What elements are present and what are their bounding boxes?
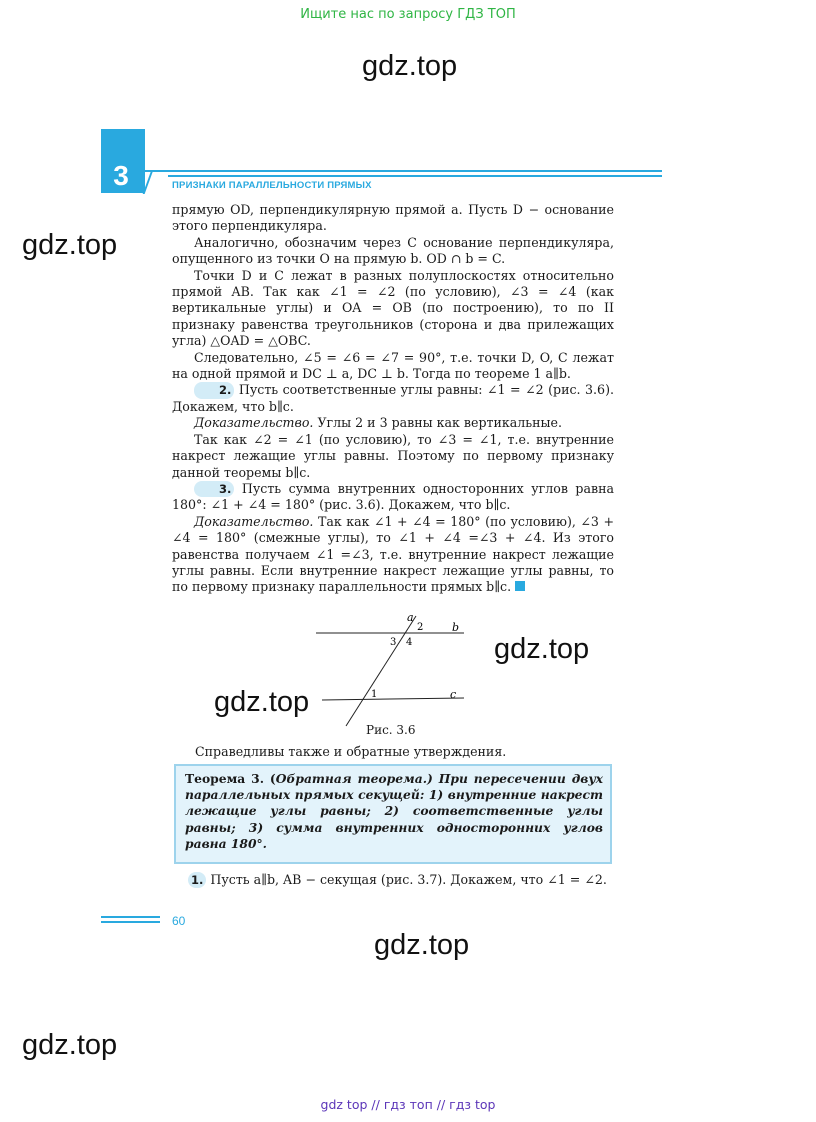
watermark: gdz.top xyxy=(362,50,458,82)
theorem-name: Обратная теорема. xyxy=(275,771,427,786)
figure-3-6 xyxy=(316,612,466,730)
theorem-text xyxy=(185,771,603,852)
watermark: gdz.top xyxy=(22,1029,118,1061)
header-rule xyxy=(168,175,662,177)
paragraph xyxy=(172,872,614,888)
item-text: Пусть a∥b, AB − секущая (рис. 3.7). Докажем, что ∠1 = ∠2. xyxy=(210,872,607,887)
footer-link[interactable]: гдз top xyxy=(449,1097,496,1112)
main-text xyxy=(172,202,614,596)
footer-link[interactable]: gdz top xyxy=(320,1097,368,1112)
paragraph xyxy=(172,514,614,596)
section-title: ПРИЗНАКИ ПАРАЛЛЕЛЬНОСТИ ПРЯМЫХ xyxy=(172,180,372,191)
proof-text: Так как ∠1 + ∠4 = 180° (по условию), ∠3 + ∠4 = 180° (смежные углы), то ∠1 + ∠4 =∠3 + ∠4. Из этого равенства получаем ∠1 =∠3, т.е. внутренние накрест лежащие углы равны. Если внутренние накрест лежащие углы равны, то по первому признаку параллельности прямых b∥c. xyxy=(172,513,614,595)
paragraph: Точки D и C лежат в разных полуплоскостях относительно прямой AB. Так как ∠1 = ∠2 (по условию), ∠3 = ∠4 (как вертикальные углы) и OA = OB (по построению), то по II признаку равенства треугольников (сторона и два прилежащих угла) △OAD = △OBC. xyxy=(172,267,614,349)
paragraph xyxy=(172,481,614,514)
label-a: a xyxy=(407,612,414,624)
proof-text: Углы 2 и 3 равны как вертикальные. xyxy=(317,415,563,431)
footer-link[interactable]: гдз топ xyxy=(383,1097,433,1112)
watermark: gdz.top xyxy=(214,686,310,718)
paragraph: Справедливы также и обратные утверждения. xyxy=(195,744,507,759)
item-number: 3. xyxy=(194,481,234,497)
theorem-statement: ) При пересечении двух параллельных прямых секущей: 1) внутренние накрест лежащие углы равны; 2) соответственные углы равны; 3) сумма внутренних односторонних углов равна 180°. xyxy=(185,771,604,851)
end-of-proof-icon xyxy=(515,581,525,591)
angle-label-1: 1 xyxy=(371,689,378,700)
item-number: 1. xyxy=(188,872,206,888)
paragraph: Следовательно, ∠5 = ∠6 = ∠7 = 90°, т.е. точки D, O, C лежат на одной прямой и DC ⊥ a, DC ⊥ b. Тогда по теореме 1 a∥b. xyxy=(172,349,614,382)
item-text: Пусть сумма внутренних односторонних углов равна 180°: ∠1 + ∠4 = 180° (рис. 3.6). Докажем, что b∥c. xyxy=(172,480,614,513)
paragraph xyxy=(172,415,614,431)
footer-links xyxy=(0,1097,816,1112)
footer-rule xyxy=(101,921,160,923)
footer-rule xyxy=(101,916,160,918)
chapter-number: 3 xyxy=(113,160,129,191)
figure-caption: Рис. 3.6 xyxy=(366,723,416,737)
paragraph xyxy=(172,382,614,415)
item-number: 2. xyxy=(194,382,234,398)
paragraph: Так как ∠2 = ∠1 (по условию), то ∠3 = ∠1, т.е. внутренние накрест лежащие углы равны. Поэтому по первому признаку данной теоремы b∥c. xyxy=(172,431,614,480)
paragraph: прямую OD, перпендикулярную прямой a. Пусть D − основание этого перпендикуляра. xyxy=(172,202,614,234)
footer-separator: // xyxy=(436,1097,446,1112)
theorem-label: Теорема 3. ( xyxy=(185,771,276,786)
proof-label: Доказательство. xyxy=(194,415,314,431)
angle-label-2: 2 xyxy=(417,622,424,633)
item-text: Пусть соответственные углы равны: ∠1 = ∠2 (рис. 3.6). Докажем, что b∥c. xyxy=(172,382,614,414)
watermark: gdz.top xyxy=(22,229,118,261)
watermark: gdz.top xyxy=(374,929,470,961)
line-c xyxy=(322,698,464,700)
page-number: 60 xyxy=(172,914,186,928)
label-c: c xyxy=(450,688,457,701)
angle-label-3: 3 xyxy=(390,637,397,648)
search-promo-link[interactable]: Ищите нас по запросу ГДЗ ТОП xyxy=(300,7,516,22)
paragraph: Аналогично, обозначим через C основание перпендикуляра, опущенного из точки O на прямую b. OD ∩ b = C. xyxy=(172,234,614,267)
angle-label-4: 4 xyxy=(406,637,413,648)
footer-separator: // xyxy=(371,1097,380,1112)
label-b: b xyxy=(452,621,460,634)
watermark: gdz.top xyxy=(494,633,590,665)
header-rule xyxy=(145,170,662,172)
proof-label: Доказательство. xyxy=(194,513,314,529)
